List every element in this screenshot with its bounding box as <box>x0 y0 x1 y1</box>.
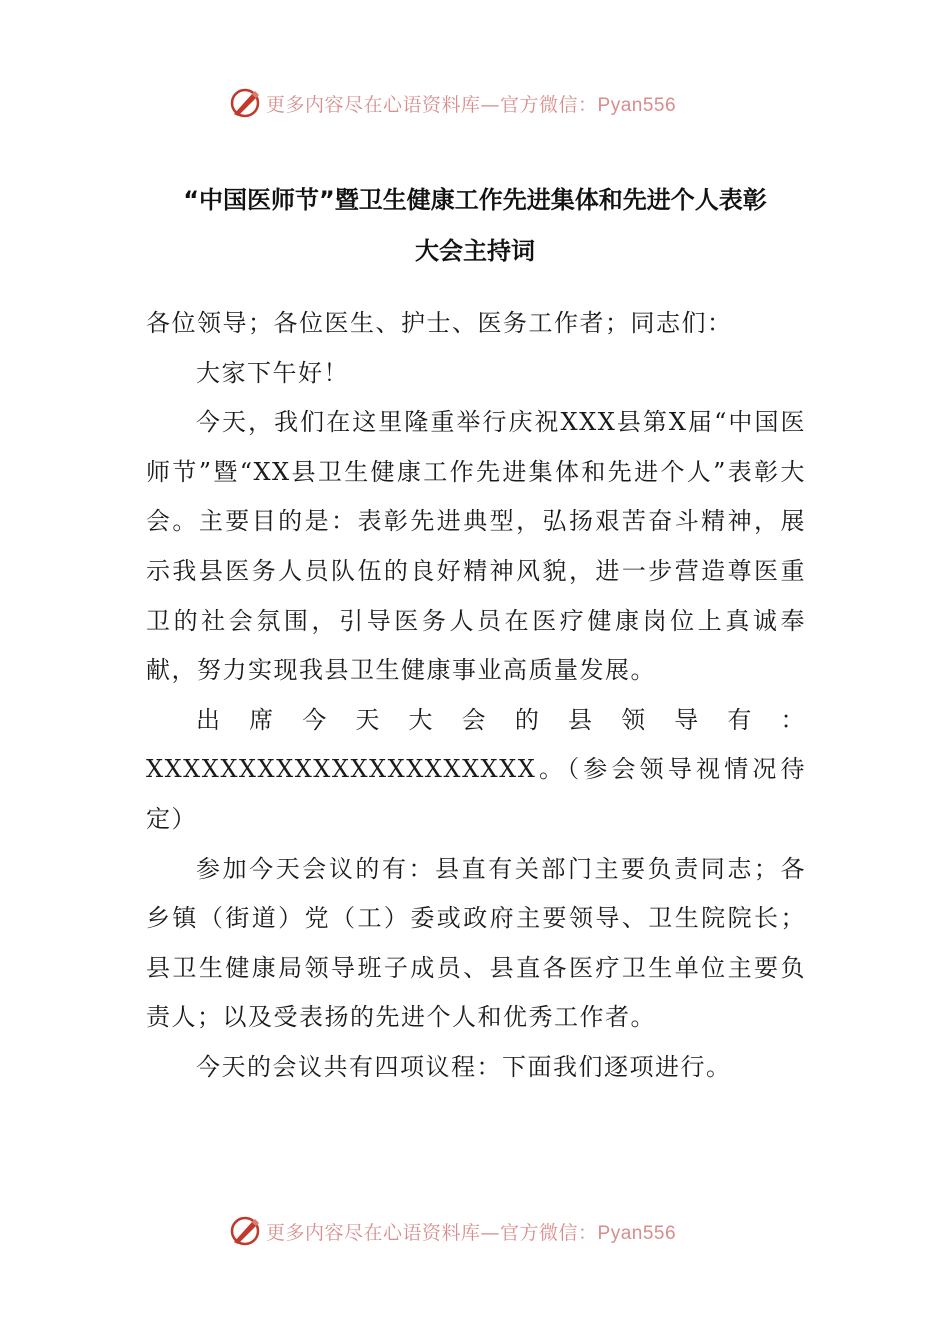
paragraph: 参加今天会议的有：县直有关部门主要负责同志；各乡镇（街道）党（工）委或政府主要领导、卫生院院长；县卫生健康局领导班子成员、县直各医疗卫生单位主要负责人；以及受表扬的先进个人和优秀工作者。 <box>146 854 806 1032</box>
paragraph: 大家下午好！ <box>196 358 349 387</box>
banner-text: 更多内容尽在心语资料库—官方微信：Pyan556 <box>266 93 677 116</box>
wechat-id: Pyan556 <box>597 94 677 116</box>
header-banner <box>228 83 676 123</box>
document-title-line2: 大会主持词 <box>415 237 535 265</box>
pen-logo-icon <box>228 86 262 120</box>
paragraph: 今天的会议共有四项议程：下面我们逐项进行。 <box>196 1052 732 1081</box>
pen-logo-icon <box>228 1214 262 1248</box>
footer-banner <box>228 1211 676 1251</box>
paragraph: 今天，我们在这里隆重举行庆祝XXX县第X届“中国医师节”暨“XX县卫生健康工作先进集体和先进个人”表彰大会。主要目的是：表彰先进典型，弘扬艰苦奋斗精神，展示我县医务人员队伍的良好精神风貌，进一步营造尊医重卫的社会氛围，引导医务人员在医疗健康岗位上真诚奉献，努力实现我县卫生健康事业高质量发展。 <box>146 408 806 685</box>
document-title-line1: “中国医师节”暨卫生健康工作先进集体和先进个人表彰 <box>183 186 767 214</box>
document-body <box>146 299 806 1093</box>
salutation: 各位领导；各位医生、护士、医务工作者；同志们： <box>146 309 733 337</box>
banner-text: 更多内容尽在心语资料库—官方微信：Pyan556 <box>266 1221 677 1244</box>
wechat-id: Pyan556 <box>597 1222 677 1244</box>
paragraph: 出席今天大会的县领导有：XXXXXXXXXXXXXXXXXXXXX。（参会领导视情况待定） <box>146 705 806 833</box>
